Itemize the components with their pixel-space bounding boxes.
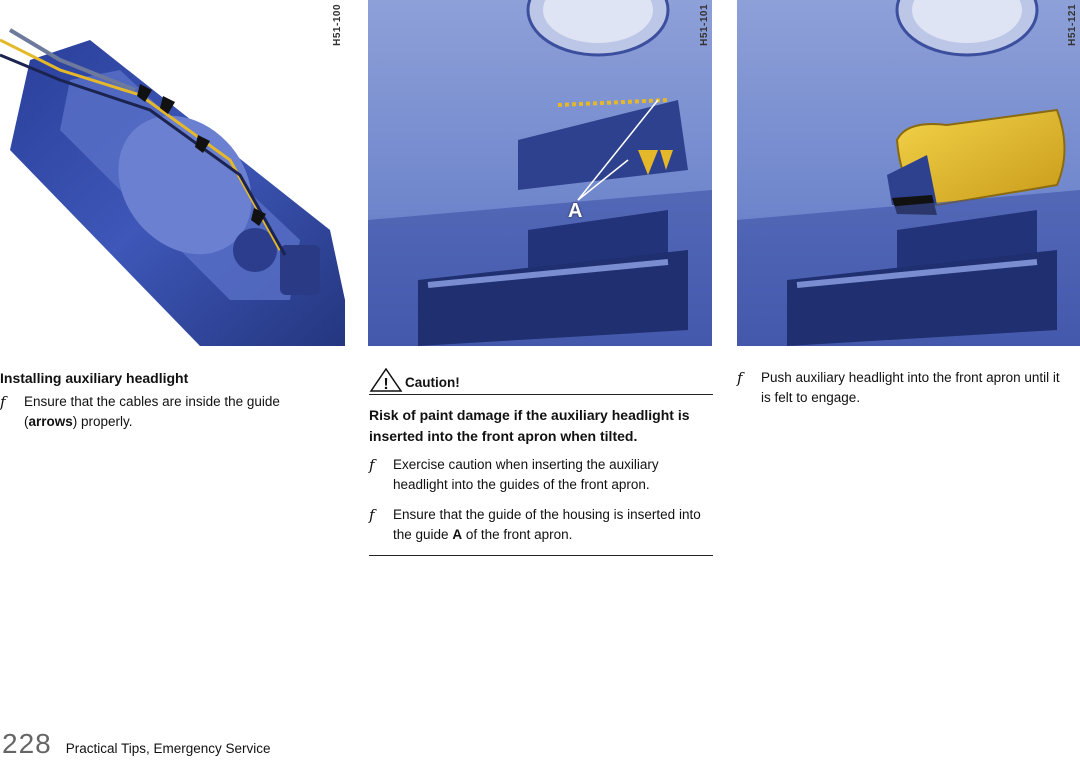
step-item [0,392,330,432]
headlight-housing-illustration [0,0,345,346]
step-item [737,368,1072,408]
step-text: Push auxiliary headlight into the front apron until it is felt to engage. [761,370,1060,405]
figure-code: H51-101 [699,4,710,46]
front-apron-illustration [368,0,712,346]
push-section [737,368,1072,418]
caution-step-2 [369,505,713,545]
figure-push-headlight [737,0,1080,346]
section-heading: Installing auxiliary headlight [0,370,189,386]
step-bullet: f [369,456,375,474]
caution-box [369,368,713,556]
caution-step-1 [369,455,713,495]
step-text-end: of the front apron. [462,527,573,542]
caution-title: Caution! [405,375,460,390]
step-text: Ensure that the guide of the housing is inserted into the guide [393,507,701,542]
step-text-end: ) properly. [72,414,133,429]
figure-code: H51-100 [332,4,343,46]
guide-label: A [452,527,463,542]
caution-header [369,368,713,395]
figure-code: H51-121 [1067,4,1078,46]
step-text: Exercise caution when inserting the auxiliary headlight into the guides of the front apron. [393,457,659,492]
caution-divider [369,555,713,556]
page-number: 228 [2,728,52,759]
figure-cable-guide [0,0,345,346]
figure-front-apron-guide [368,0,712,346]
auxiliary-headlight-illustration [737,0,1080,346]
step-text: Ensure that the cables are inside the guide ( [24,394,280,429]
warning-triangle-icon [369,368,403,392]
section-title: Practical Tips, Emergency Service [65,741,271,756]
page-footer [2,728,271,760]
step-bullet: f [737,369,743,387]
caution-warning-text: Risk of paint damage if the auxiliary headlight is inserted into the front apron when tilted. [369,407,690,444]
step-bullet: f [369,506,375,524]
installing-section [0,368,330,442]
warning-symbol: ! [383,376,389,392]
step-bullet: f [0,393,6,411]
step-bold-term: arrows [28,414,73,429]
guide-marker-a: A [568,200,583,222]
